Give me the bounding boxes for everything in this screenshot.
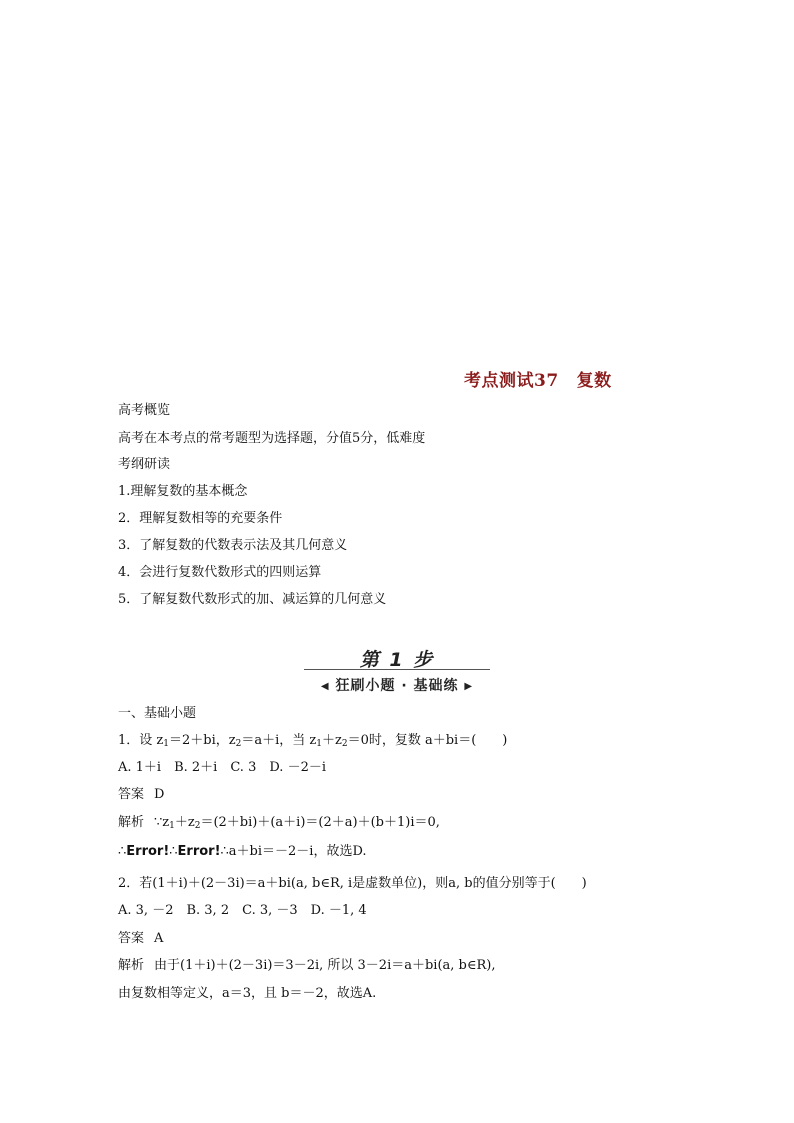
question-1-conclusion xyxy=(118,843,367,861)
q1-text-d: ＋z xyxy=(321,733,342,748)
answer-value: A xyxy=(154,931,164,946)
outline-item-3: 3．了解复数的代数表示法及其几何意义 xyxy=(118,538,348,553)
answer-label: 答案 xyxy=(118,787,145,802)
title-topic: 复数 xyxy=(576,371,612,391)
error-text-2: Error! xyxy=(177,844,221,859)
therefore-b: ∴ xyxy=(169,844,178,859)
question-2-analysis xyxy=(118,957,495,975)
analysis-text-a: ∵z xyxy=(154,815,170,830)
outline-item-4: 4．会进行复数代数形式的四则运算 xyxy=(118,565,322,580)
analysis-sub-b: 2 xyxy=(194,821,201,831)
question-1 xyxy=(118,732,507,753)
answer-label: 答案 xyxy=(118,931,145,946)
analysis-label: 解析 xyxy=(118,815,145,830)
question-2-options: A. 3, －2 B. 3, 2 C. 3, －3 D. －1, 4 xyxy=(118,903,367,918)
step-subtitle: 狂刷小题 · 基础练 xyxy=(335,678,459,694)
conclusion-text: ∴a＋bi＝－2－i，故选D. xyxy=(220,844,367,859)
step-title: 第 1 步 xyxy=(359,649,435,671)
outline-heading: 考纲研读 xyxy=(118,457,171,472)
outline-item-5: 5．了解复数代数形式的加、减运算的几何意义 xyxy=(118,592,387,607)
overview-text: 高考在本考点的常考题型为选择题，分值5分，低难度 xyxy=(118,431,426,446)
q1-sub-d: 2 xyxy=(341,739,348,749)
page-title xyxy=(464,366,612,391)
q1-sub-a: 1 xyxy=(163,739,169,749)
step-divider xyxy=(304,669,490,670)
error-text-1: Error! xyxy=(126,844,170,859)
q1-sub-b: 2 xyxy=(235,739,242,749)
analysis-text-c: ＝(2＋bi)＋(a＋i)＝(2＋a)＋(b＋1)i＝0, xyxy=(200,815,440,830)
outline-item-2: 2．理解复数相等的充要条件 xyxy=(118,511,283,526)
step-subtitle-row xyxy=(304,675,490,695)
q1-sub-c: 1 xyxy=(316,739,322,749)
question-1-analysis xyxy=(118,814,440,835)
step-banner xyxy=(304,645,490,695)
question-1-options: A. 1＋i B. 2＋i C. 3 D. －2－i xyxy=(118,760,327,775)
question-2-answer xyxy=(118,930,163,948)
chevron-right-icon: ▶ xyxy=(464,681,474,692)
answer-value: D xyxy=(154,787,165,802)
q1-text-e: ＝0时，复数 a＋bi＝( ) xyxy=(347,733,508,748)
title-main: 考点测试37 xyxy=(464,371,559,391)
q1-text-b: ＝2＋bi，z xyxy=(169,733,236,748)
therefore-a: ∴ xyxy=(118,844,127,859)
chevron-left-icon: ◀ xyxy=(320,681,330,692)
analysis-text-b: ＋z xyxy=(174,815,195,830)
overview-heading: 高考概览 xyxy=(118,403,171,418)
section-heading: 一、基础小题 xyxy=(118,706,197,721)
analysis-sub-a: 1 xyxy=(169,821,175,831)
question-2: 2．若(1＋i)＋(2－3i)＝a＋bi(a, b∈R, i是虚数单位)，则a, b的值分别等于( ) xyxy=(118,876,587,891)
question-1-answer xyxy=(118,786,164,804)
analysis-text: 由于(1＋i)＋(2－3i)＝3－2i, 所以 3－2i＝a＋bi(a, b∈R), xyxy=(154,958,496,973)
outline-item-1: 1.理解复数的基本概念 xyxy=(118,484,248,499)
analysis-label: 解析 xyxy=(118,958,145,973)
question-2-analysis-cont: 由复数相等定义，a＝3，且 b＝－2，故选A. xyxy=(118,986,377,1001)
q1-text-c: ＝a＋i，当 z xyxy=(241,733,317,748)
q1-text-a: 1．设 z xyxy=(118,733,164,748)
